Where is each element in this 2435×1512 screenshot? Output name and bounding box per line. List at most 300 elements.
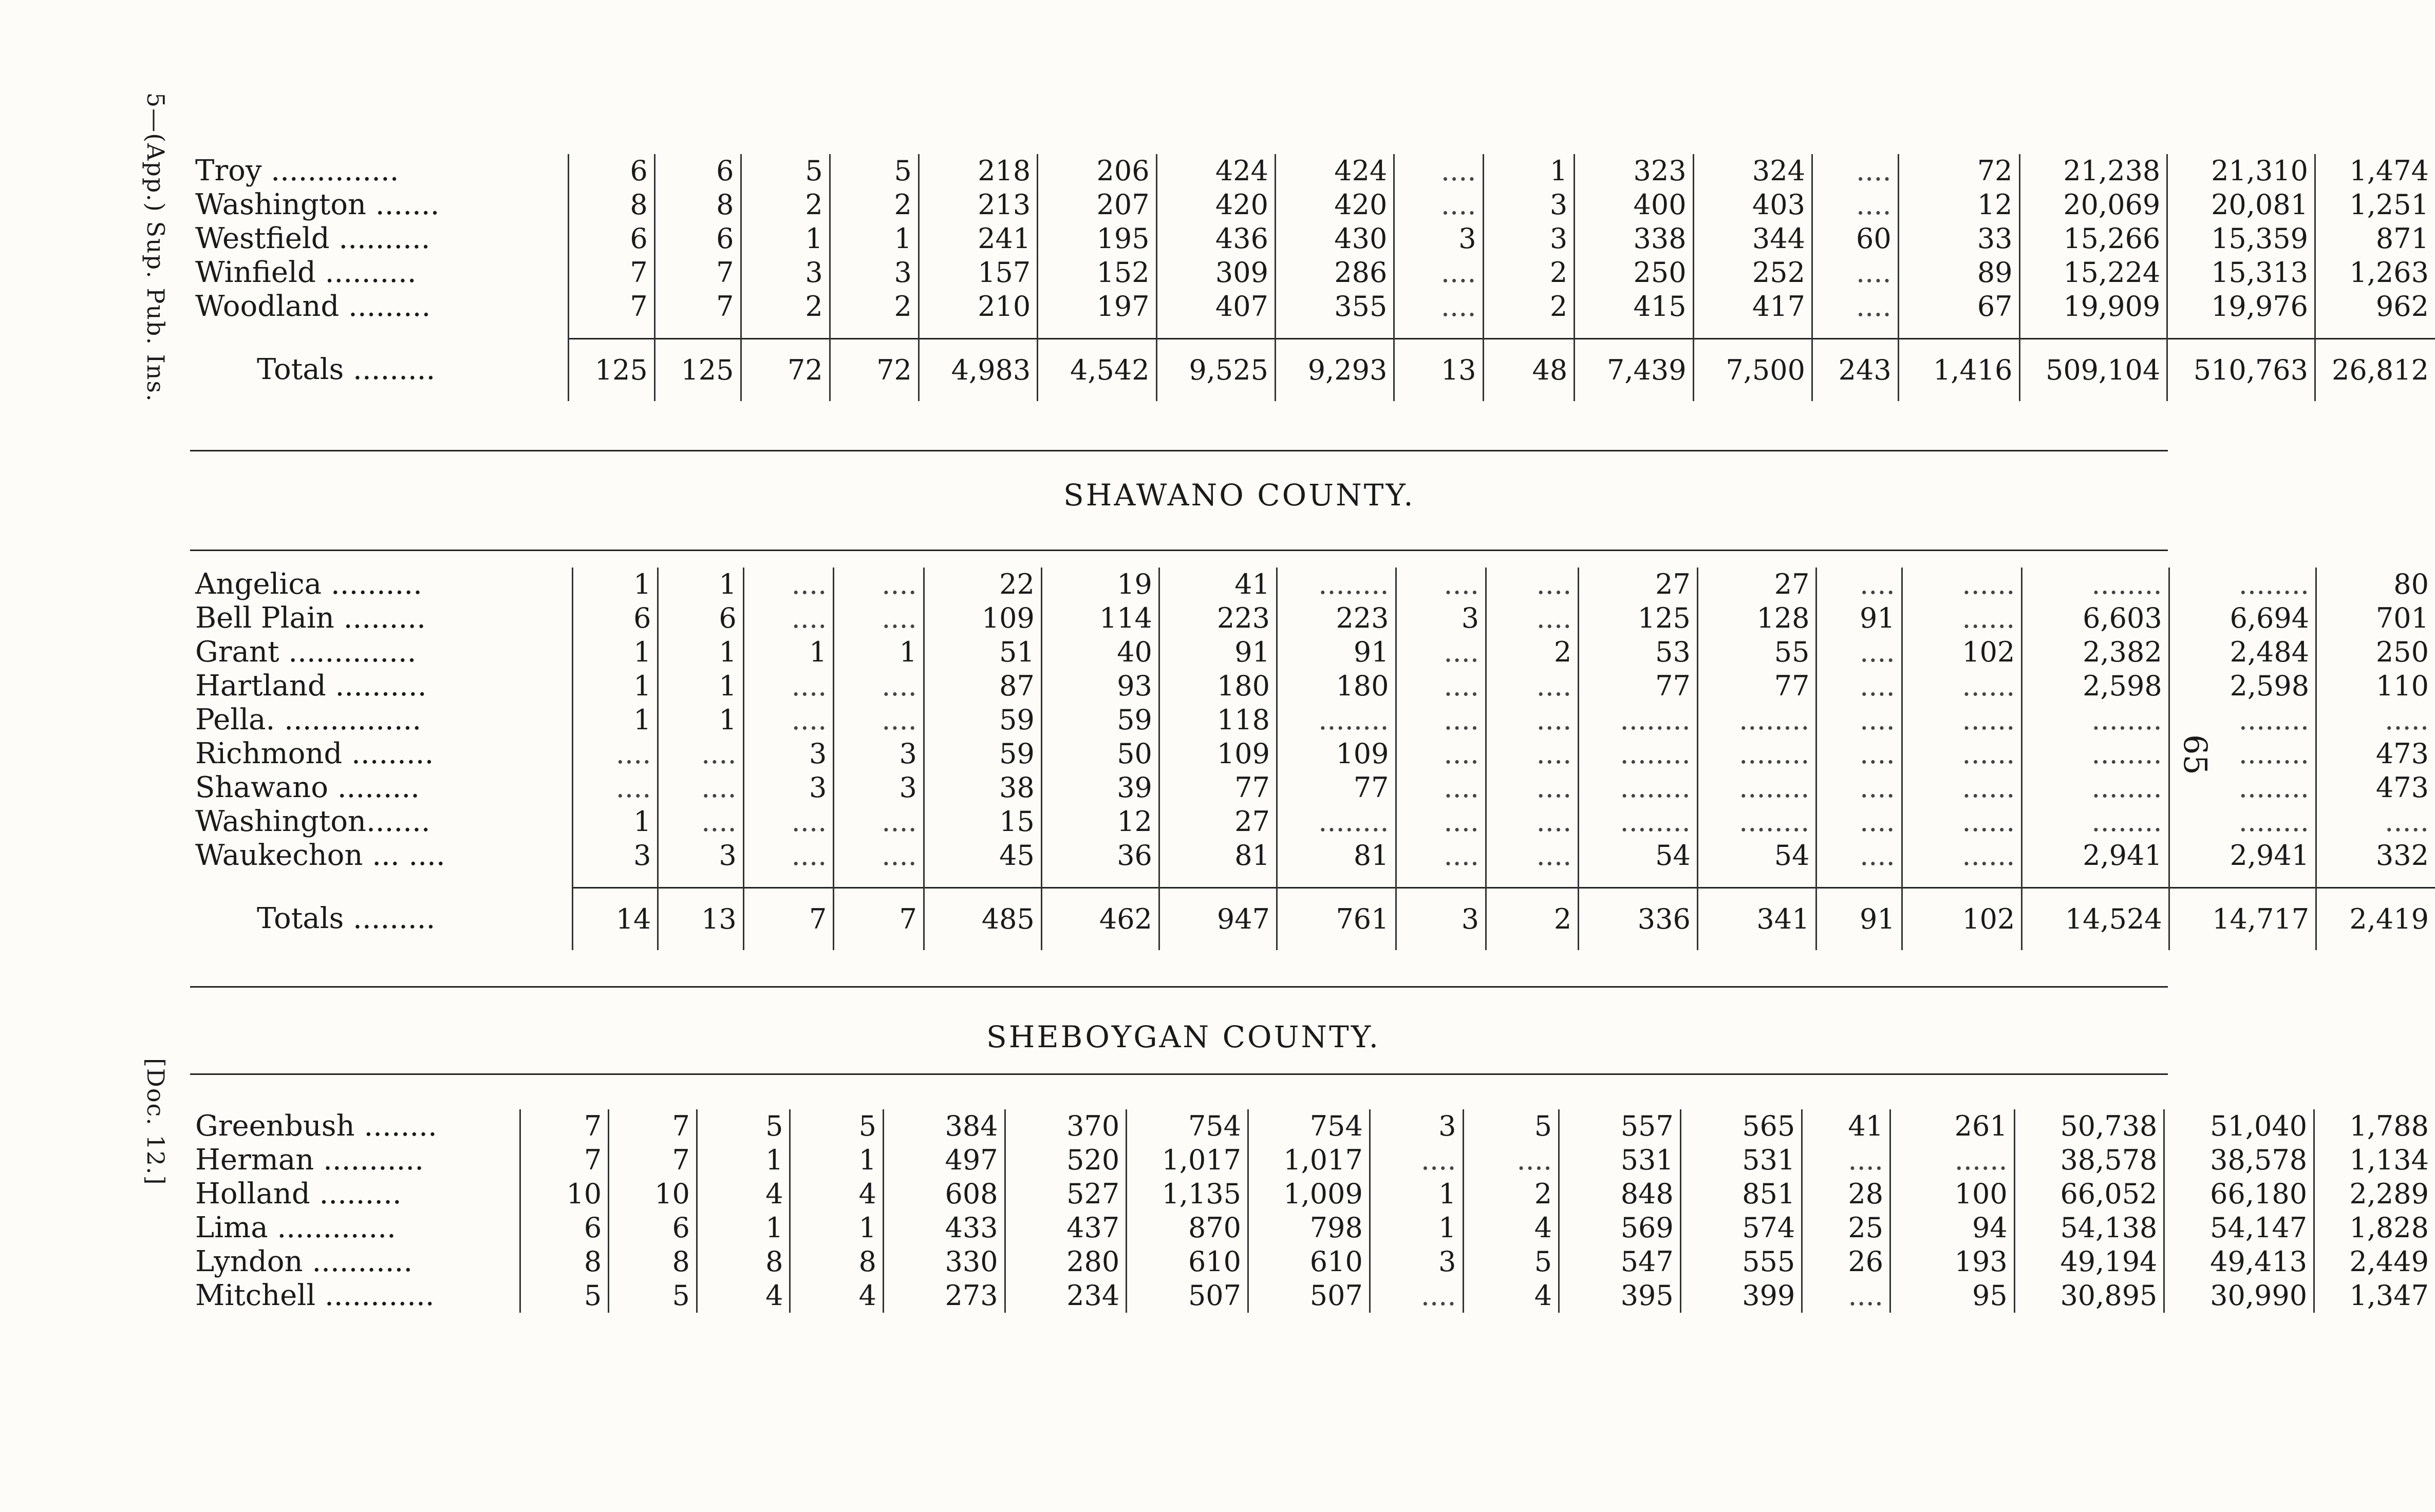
cell-value: ........ <box>1579 805 1698 839</box>
cell-value: ........ <box>2022 771 2169 805</box>
cell-value: ........ <box>2022 703 2169 737</box>
cell-value: 21,310 <box>2167 154 2315 188</box>
cell-value: 250 <box>1575 256 1693 290</box>
cell-value: .... <box>573 737 658 771</box>
cell-value: 41 <box>1159 568 1277 601</box>
cell-value: .... <box>1394 188 1483 222</box>
cell-value: 1 <box>697 1211 790 1245</box>
cell-value: 109 <box>924 601 1041 635</box>
cell-value: 2 <box>830 188 919 222</box>
heading-rule <box>190 1073 2168 1075</box>
cell-value: ........ <box>1697 737 1816 771</box>
totals-row <box>190 888 2435 951</box>
spacer-row <box>190 324 2435 339</box>
section-rule <box>190 450 2168 451</box>
data-table <box>190 568 2435 950</box>
cell-value: .... <box>1396 568 1486 601</box>
table-row <box>190 635 2435 669</box>
cell-value: 323 <box>1575 154 1693 188</box>
cell-value: 3 <box>1483 188 1575 222</box>
cell-value: 77 <box>1159 771 1277 805</box>
cell-value: 91 <box>1159 635 1277 669</box>
cell-value: 3 <box>830 256 919 290</box>
cell-value: .... <box>834 703 924 737</box>
cell-value: .... <box>743 568 834 601</box>
cell-value: 1 <box>1483 154 1575 188</box>
cell-value: .... <box>834 601 924 635</box>
cell-value: ...... <box>1902 601 2022 635</box>
cell-value: ........ <box>1277 703 1396 737</box>
cell-value: 3 <box>743 771 834 805</box>
cell-value: 80 <box>2316 568 2435 601</box>
cell-value: 6 <box>569 222 655 256</box>
cell-value: 9,525 <box>1156 339 1275 402</box>
row-label: Mitchell ............ <box>195 1279 435 1312</box>
cell-value: ........ <box>1277 805 1396 839</box>
cell-value: 89 <box>1898 256 2019 290</box>
cell-value: 6 <box>569 154 655 188</box>
section-continuation <box>190 154 2435 401</box>
row-label: Waukechon ... .... <box>195 839 445 872</box>
row-label: Westfield .......... <box>195 222 430 255</box>
cell-value: ........ <box>1697 771 1816 805</box>
cell-value: 125 <box>569 339 655 402</box>
heading-rule <box>190 550 2168 551</box>
cell-value: 2,449 <box>2314 1245 2435 1279</box>
cell-value: .... <box>1816 703 1902 737</box>
cell-value: 15 <box>924 805 1041 839</box>
cell-value: 1,416 <box>1898 339 2019 402</box>
cell-value: ........ <box>2022 737 2169 771</box>
cell-value: ........ <box>2169 703 2316 737</box>
cell-value: 66,180 <box>2164 1177 2314 1211</box>
cell-value: 407 <box>1156 290 1275 324</box>
cell-value: 701 <box>2316 601 2435 635</box>
cell-value: 1 <box>573 669 658 703</box>
cell-value: .... <box>1486 771 1579 805</box>
cell-value: 330 <box>884 1245 1005 1279</box>
cell-value: .... <box>1396 771 1486 805</box>
cell-value: 5 <box>741 154 830 188</box>
cell-value: 5 <box>830 154 919 188</box>
cell-value: 14,717 <box>2169 888 2316 951</box>
cell-value: 218 <box>919 154 1037 188</box>
data-table <box>190 1109 2435 1313</box>
cell-value: 424 <box>1156 154 1275 188</box>
cell-value: 100 <box>1890 1177 2015 1211</box>
cell-value: 415 <box>1575 290 1693 324</box>
cell-value: 370 <box>1005 1109 1127 1143</box>
cell-value: 114 <box>1041 601 1159 635</box>
cell-value: 4 <box>697 1279 790 1313</box>
cell-value: 436 <box>1156 222 1275 256</box>
cell-value: 1 <box>697 1143 790 1177</box>
cell-value: .... <box>1463 1143 1559 1177</box>
cell-value: 102 <box>1902 635 2022 669</box>
cell-value: .... <box>1486 568 1579 601</box>
cell-value: 1 <box>1370 1177 1463 1211</box>
cell-value: ........ <box>1579 737 1698 771</box>
cell-value: 3 <box>1396 601 1486 635</box>
cell-value: 848 <box>1559 1177 1681 1211</box>
cell-value: 2,598 <box>2022 669 2169 703</box>
cell-value: 72 <box>1898 154 2019 188</box>
cell-value: 27 <box>1579 568 1698 601</box>
cell-value: 252 <box>1693 256 1812 290</box>
cell-value: 6 <box>654 154 741 188</box>
cell-value: .... <box>1802 1279 1890 1313</box>
cell-value: 223 <box>1277 601 1396 635</box>
row-label: Greenbush ........ <box>195 1109 437 1143</box>
cell-value: 49,413 <box>2164 1245 2314 1279</box>
cell-value: ........ <box>2169 568 2316 601</box>
table-row <box>190 839 2435 873</box>
cell-value: 109 <box>1159 737 1277 771</box>
cell-value: 66,052 <box>2014 1177 2164 1211</box>
cell-value: 1 <box>658 635 743 669</box>
table-row <box>190 188 2435 222</box>
cell-value: 21,238 <box>2019 154 2167 188</box>
cell-value: .... <box>1486 601 1579 635</box>
cell-value: 59 <box>924 737 1041 771</box>
cell-value: .... <box>1816 737 1902 771</box>
cell-value: 395 <box>1559 1279 1681 1313</box>
table-row <box>190 805 2435 839</box>
cell-value: 4 <box>697 1177 790 1211</box>
cell-value: 12 <box>1898 188 2019 222</box>
cell-value: 420 <box>1156 188 1275 222</box>
cell-value: .... <box>743 703 834 737</box>
cell-value: 531 <box>1680 1143 1802 1177</box>
cell-value: ........ <box>2169 737 2316 771</box>
cell-value: 754 <box>1127 1109 1248 1143</box>
table-row <box>190 290 2435 324</box>
cell-value: 54,138 <box>2014 1211 2164 1245</box>
cell-value: 309 <box>1156 256 1275 290</box>
cell-value: 77 <box>1277 771 1396 805</box>
cell-value: 420 <box>1275 188 1394 222</box>
row-label: Washington ....... <box>195 188 440 221</box>
cell-value: 128 <box>1697 601 1816 635</box>
cell-value: 870 <box>1127 1211 1248 1245</box>
cell-value: 7 <box>569 256 655 290</box>
cell-value: 7 <box>520 1143 609 1177</box>
cell-value: 207 <box>1038 188 1156 222</box>
cell-value: 1,134 <box>2314 1143 2435 1177</box>
cell-value: ...... <box>1902 568 2022 601</box>
cell-value: 280 <box>1005 1245 1127 1279</box>
cell-value: 5 <box>1463 1109 1559 1143</box>
cell-value: 3 <box>1394 222 1483 256</box>
table-row <box>190 1143 2435 1177</box>
cell-value: 8 <box>520 1245 609 1279</box>
cell-value: 157 <box>919 256 1037 290</box>
cell-value: 7 <box>609 1143 697 1177</box>
cell-value: .... <box>1370 1143 1463 1177</box>
row-label: Troy .............. <box>195 154 399 187</box>
cell-value: 109 <box>1277 737 1396 771</box>
cell-value: ...... <box>1902 805 2022 839</box>
cell-value: 180 <box>1277 669 1396 703</box>
cell-value: 12 <box>1041 805 1159 839</box>
cell-value: 557 <box>1559 1109 1681 1143</box>
cell-value: 93 <box>1041 669 1159 703</box>
cell-value: 510,763 <box>2167 339 2315 402</box>
cell-value: 6 <box>520 1211 609 1245</box>
cell-value: 1,251 <box>2315 188 2435 222</box>
cell-value: 485 <box>924 888 1041 951</box>
cell-value: 5 <box>609 1279 697 1313</box>
cell-value: .... <box>1396 669 1486 703</box>
cell-value: 14,524 <box>2022 888 2169 951</box>
cell-value: 77 <box>1579 669 1698 703</box>
cell-value: 27 <box>1697 568 1816 601</box>
cell-value: 213 <box>919 188 1037 222</box>
cell-value: 13 <box>1394 339 1483 402</box>
cell-value: 7,439 <box>1575 339 1693 402</box>
cell-value: 3 <box>1483 222 1575 256</box>
row-label: Bell Plain ......... <box>195 601 426 635</box>
cell-value: 3 <box>658 839 743 873</box>
cell-value: 7 <box>569 290 655 324</box>
cell-value: 4 <box>790 1177 884 1211</box>
cell-value: 20,069 <box>2019 188 2167 222</box>
cell-value: 2,419 <box>2316 888 2435 951</box>
cell-value: 2 <box>1463 1177 1559 1211</box>
cell-value: 273 <box>884 1279 1005 1313</box>
cell-value: 10 <box>609 1177 697 1211</box>
cell-value: 3 <box>1396 888 1486 951</box>
cell-value: 30,895 <box>2014 1279 2164 1313</box>
cell-value: 2,484 <box>2169 635 2316 669</box>
cell-value: .... <box>1486 737 1579 771</box>
row-label: Holland ......... <box>195 1177 402 1211</box>
cell-value: 91 <box>1277 635 1396 669</box>
cell-value: 1 <box>834 635 924 669</box>
table-row <box>190 1245 2435 1279</box>
cell-value: 1,347 <box>2314 1279 2435 1313</box>
cell-value: 332 <box>2316 839 2435 873</box>
cell-value: 7 <box>520 1109 609 1143</box>
cell-value: 39 <box>1041 771 1159 805</box>
cell-value: 250 <box>2316 635 2435 669</box>
cell-value: 1 <box>658 568 743 601</box>
cell-value: 4 <box>790 1279 884 1313</box>
cell-value: 1,017 <box>1127 1143 1248 1177</box>
cell-value: 1 <box>658 703 743 737</box>
cell-value: 7,500 <box>1693 339 1812 402</box>
cell-value: .... <box>1816 568 1902 601</box>
cell-value: 50,738 <box>2014 1109 2164 1143</box>
cell-value: 125 <box>1579 601 1698 635</box>
cell-value: 195 <box>1038 222 1156 256</box>
cell-value: 527 <box>1005 1177 1127 1211</box>
cell-value: 81 <box>1159 839 1277 873</box>
cell-value: .... <box>1812 188 1898 222</box>
cell-value: 8 <box>654 188 741 222</box>
cell-value: 430 <box>1275 222 1394 256</box>
cell-value: 59 <box>1041 703 1159 737</box>
cell-value: 15,266 <box>2019 222 2167 256</box>
cell-value: ........ <box>1697 805 1816 839</box>
cell-value: 41 <box>1802 1109 1890 1143</box>
cell-value: 569 <box>1559 1211 1681 1245</box>
cell-value: 507 <box>1248 1279 1370 1313</box>
cell-value: 962 <box>2315 290 2435 324</box>
row-label: Washington....... <box>195 805 430 838</box>
cell-value: 210 <box>919 290 1037 324</box>
cell-value: 87 <box>924 669 1041 703</box>
cell-value: 25 <box>1802 1211 1890 1245</box>
table-row <box>190 601 2435 635</box>
cell-value: .... <box>1396 839 1486 873</box>
cell-value: ...... <box>1902 703 2022 737</box>
cell-value: 1 <box>741 222 830 256</box>
table-row <box>190 669 2435 703</box>
cell-value: 15,224 <box>2019 256 2167 290</box>
cell-value: 1,828 <box>2314 1211 2435 1245</box>
cell-value: 40 <box>1041 635 1159 669</box>
table-row <box>190 1177 2435 1211</box>
cell-value: 1 <box>573 703 658 737</box>
cell-value: 1,135 <box>1127 1177 1248 1211</box>
cell-value: .... <box>1816 771 1902 805</box>
cell-value: 4 <box>1463 1279 1559 1313</box>
cell-value: 473 <box>2316 771 2435 805</box>
cell-value: .... <box>1486 669 1579 703</box>
table-row <box>190 1211 2435 1245</box>
cell-value: ........ <box>2022 805 2169 839</box>
cell-value: .... <box>1396 805 1486 839</box>
cell-value: 2,941 <box>2169 839 2316 873</box>
cell-value: 947 <box>1159 888 1277 951</box>
cell-value: 355 <box>1275 290 1394 324</box>
cell-value: 6,603 <box>2022 601 2169 635</box>
row-label: Lyndon ........... <box>195 1245 413 1278</box>
county-heading: SHEBOYGAN COUNTY. <box>986 1019 1381 1054</box>
row-label: Winfield .......... <box>195 256 417 289</box>
cell-value: 497 <box>884 1143 1005 1177</box>
cell-value: .... <box>1486 805 1579 839</box>
cell-value: 399 <box>1680 1279 1802 1313</box>
cell-value: 2 <box>741 290 830 324</box>
cell-value: .... <box>658 737 743 771</box>
cell-value: ........ <box>2022 568 2169 601</box>
cell-value: 6 <box>609 1211 697 1245</box>
cell-value: 473 <box>2316 737 2435 771</box>
row-label: Hartland .......... <box>195 669 427 703</box>
cell-value: 2 <box>1486 888 1579 951</box>
cell-value: 1,474 <box>2315 154 2435 188</box>
cell-value: 1 <box>658 669 743 703</box>
table-row <box>190 256 2435 290</box>
cell-value: 197 <box>1038 290 1156 324</box>
cell-value: 1 <box>573 635 658 669</box>
cell-value: 555 <box>1680 1245 1802 1279</box>
cell-value: ..... <box>2316 703 2435 737</box>
cell-value: 19,976 <box>2167 290 2315 324</box>
cell-value: 6 <box>658 601 743 635</box>
cell-value: 125 <box>654 339 741 402</box>
cell-value: 547 <box>1559 1245 1681 1279</box>
cell-value: 4,542 <box>1038 339 1156 402</box>
cell-value: 10 <box>520 1177 609 1211</box>
cell-value: 2 <box>1486 635 1579 669</box>
cell-value: 8 <box>569 188 655 222</box>
cell-value: .... <box>1486 703 1579 737</box>
cell-value: 81 <box>1277 839 1396 873</box>
row-label: Lima ............. <box>195 1211 396 1244</box>
cell-value: 344 <box>1693 222 1812 256</box>
cell-value: 20,081 <box>2167 188 2315 222</box>
cell-value: 77 <box>1697 669 1816 703</box>
cell-value: .... <box>1394 256 1483 290</box>
cell-value: ...... <box>1902 771 2022 805</box>
cell-value: 14 <box>573 888 658 951</box>
section-sheboygan <box>190 1109 2435 1313</box>
cell-value: 28 <box>1802 1177 1890 1211</box>
cell-value: 5 <box>697 1109 790 1143</box>
cell-value: 30,990 <box>2164 1279 2314 1313</box>
row-label: Herman ........... <box>195 1143 424 1177</box>
cell-value: ........ <box>2169 771 2316 805</box>
cell-value: 51,040 <box>2164 1109 2314 1143</box>
cell-value: 19,909 <box>2019 290 2167 324</box>
row-label: Woodland ......... <box>195 290 431 323</box>
cell-value: .... <box>743 669 834 703</box>
cell-value: 1 <box>790 1143 884 1177</box>
cell-value: .... <box>1396 737 1486 771</box>
cell-value: .... <box>1802 1143 1890 1177</box>
cell-value: 1,009 <box>1248 1177 1370 1211</box>
cell-value: ...... <box>1902 737 2022 771</box>
cell-value: ........ <box>1579 703 1698 737</box>
cell-value: 91 <box>1816 888 1902 951</box>
cell-value: 400 <box>1575 188 1693 222</box>
cell-value: 48 <box>1483 339 1575 402</box>
cell-value: 437 <box>1005 1211 1127 1245</box>
cell-value: .... <box>1812 154 1898 188</box>
cell-value: 13 <box>658 888 743 951</box>
cell-value: 403 <box>1693 188 1812 222</box>
cell-value: 38,578 <box>2164 1143 2314 1177</box>
cell-value: 26,812 <box>2315 339 2435 402</box>
cell-value: 1,263 <box>2315 256 2435 290</box>
table-row <box>190 771 2435 805</box>
cell-value: 26 <box>1802 1245 1890 1279</box>
cell-value: 53 <box>1579 635 1698 669</box>
cell-value: 610 <box>1248 1245 1370 1279</box>
cell-value: ........ <box>1277 568 1396 601</box>
cell-value: ........ <box>1579 771 1698 805</box>
row-label: Grant .............. <box>195 635 417 669</box>
cell-value: 1 <box>573 568 658 601</box>
cell-value: 72 <box>741 339 830 402</box>
cell-value: .... <box>743 805 834 839</box>
cell-value: 433 <box>884 1211 1005 1245</box>
cell-value: ..... <box>2316 805 2435 839</box>
cell-value: 5 <box>790 1109 884 1143</box>
table-row <box>190 1279 2435 1313</box>
cell-value: .... <box>573 771 658 805</box>
cell-value: 38 <box>924 771 1041 805</box>
cell-value: ........ <box>2169 805 2316 839</box>
cell-value: 8 <box>697 1245 790 1279</box>
cell-value: 574 <box>1680 1211 1802 1245</box>
cell-value: 3 <box>573 839 658 873</box>
cell-value: 871 <box>2315 222 2435 256</box>
county-heading: SHAWANO COUNTY. <box>1063 478 1415 513</box>
